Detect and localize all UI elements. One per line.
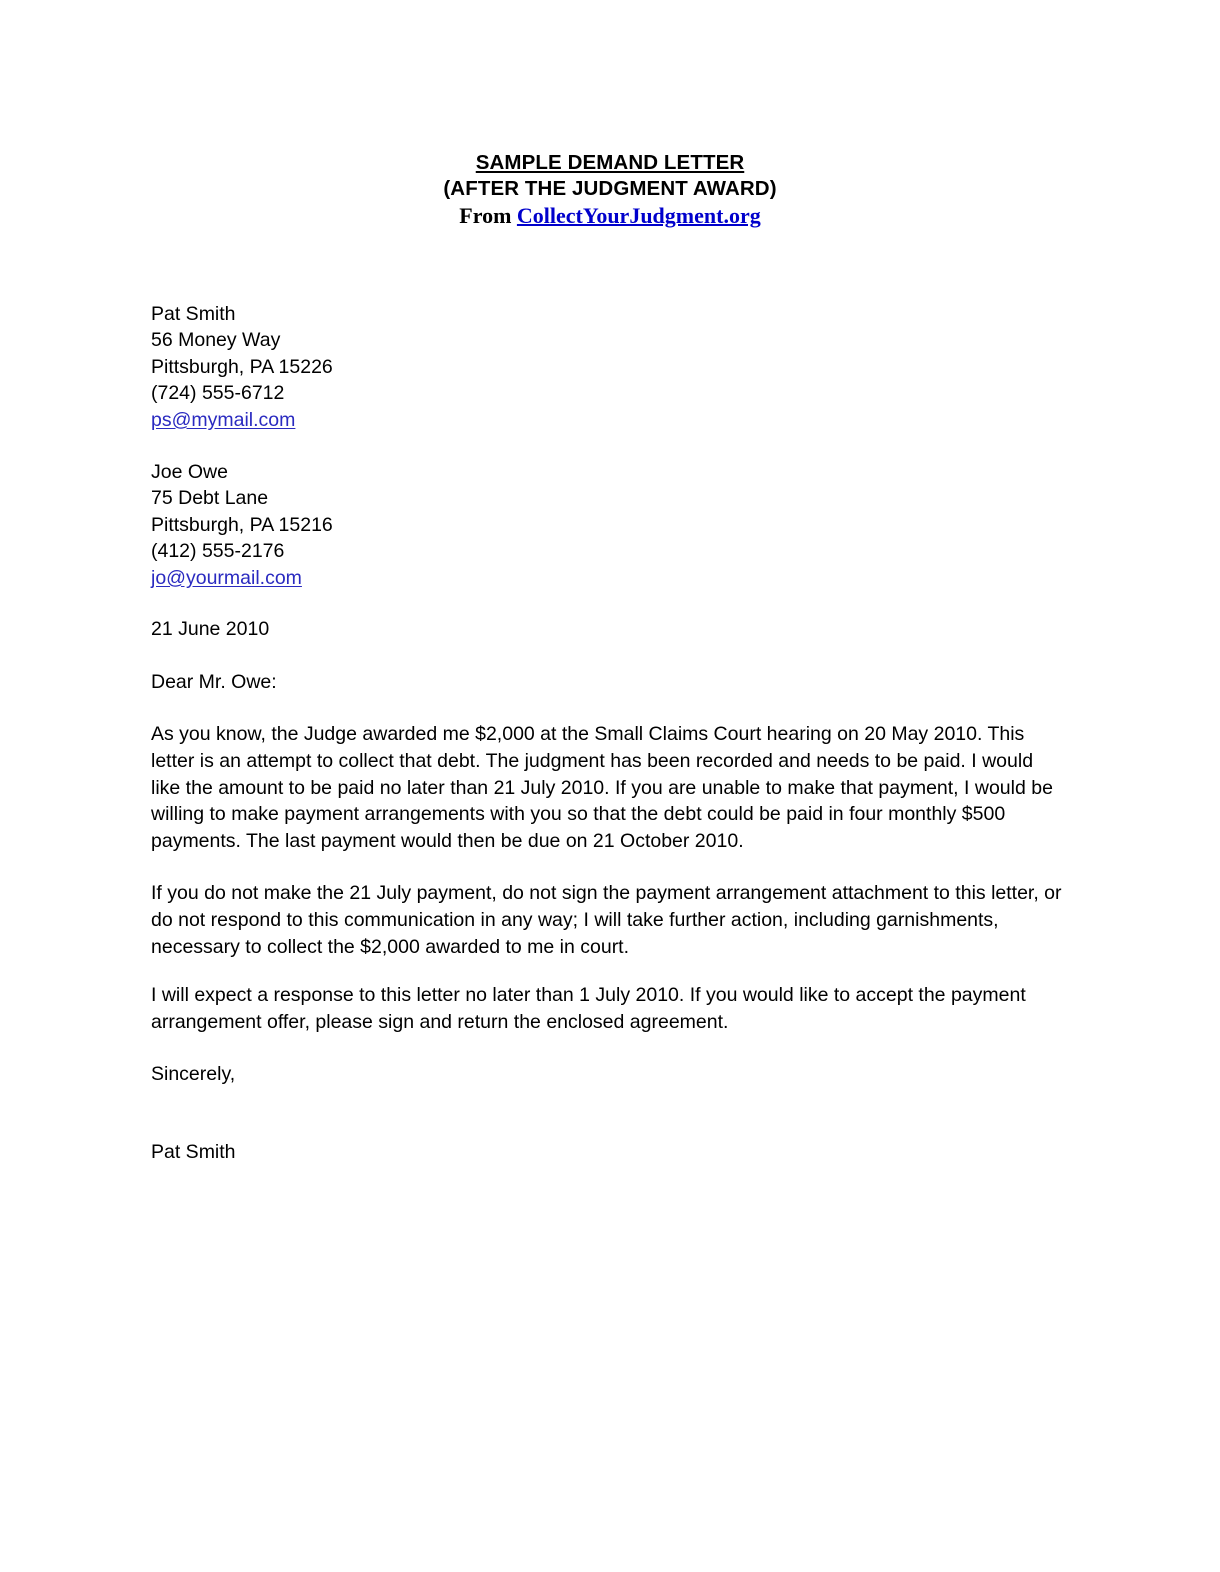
body-paragraph-1: As you know, the Judge awarded me $2,000 at the Small Claims Court hearing on 20 May 2010. This letter is an attempt to collect that debt. The judgment has been recorded and needs to be paid. I would like the amount to be paid no later than 21 July 2010. If you are unable to make that payment, I would be willing to make payment arrangements with you so that the debt could be paid in four monthly $500 payments. The last payment would then be due on 21 October 2010. (151, 723, 1053, 853)
document-heading (0, 150, 1220, 229)
letter-date: 21 June 2010 (151, 618, 270, 640)
collect-your-judgment-link[interactable]: CollectYourJudgment.org (516, 203, 761, 228)
recipient-name: Joe Owe (151, 461, 228, 483)
sender-email-line (151, 407, 1065, 433)
body-paragraph-3: I will expect a response to this letter no later than 1 July 2010. If you would like to accept the payment arrangement offer, please sign and return the enclosed agreement. (151, 984, 1026, 1033)
recipient-street: 75 Debt Lane (151, 487, 269, 510)
recipient-address-block (151, 459, 1065, 591)
document-subtitle: (AFTER THE JUDGMENT AWARD) (443, 177, 777, 200)
document-title: SAMPLE DEMAND LETTER (475, 151, 745, 174)
recipient-email-line (151, 565, 1065, 591)
from-label: From (459, 203, 517, 228)
recipient-phone: (412) 555-2176 (151, 540, 285, 563)
recipient-city-state-zip: Pittsburgh, PA 15216 (151, 513, 333, 536)
body-paragraph-2: If you do not make the 21 July payment, do not sign the payment arrangement attachment to this letter, or do not respond to this communication in any way; I will take further action, including garnishments, necessary to collect the $2,000 awarded to me in court. (151, 882, 1062, 958)
recipient-email-link[interactable]: jo@yourmail.com (151, 566, 302, 589)
sender-street: 56 Money Way (151, 329, 281, 352)
sender-phone: (724) 555-6712 (151, 382, 285, 405)
document-source-line (0, 202, 1220, 229)
sender-city-state-zip: Pittsburgh, PA 15226 (151, 355, 333, 378)
closing-salutation: Sincerely, (151, 1063, 236, 1085)
signature-name: Pat Smith (151, 1141, 236, 1163)
salutation: Dear Mr. Owe: (151, 671, 277, 693)
sender-address-block (151, 301, 1065, 433)
sender-email-link[interactable]: ps@mymail.com (151, 408, 296, 431)
sender-name: Pat Smith (151, 303, 236, 325)
